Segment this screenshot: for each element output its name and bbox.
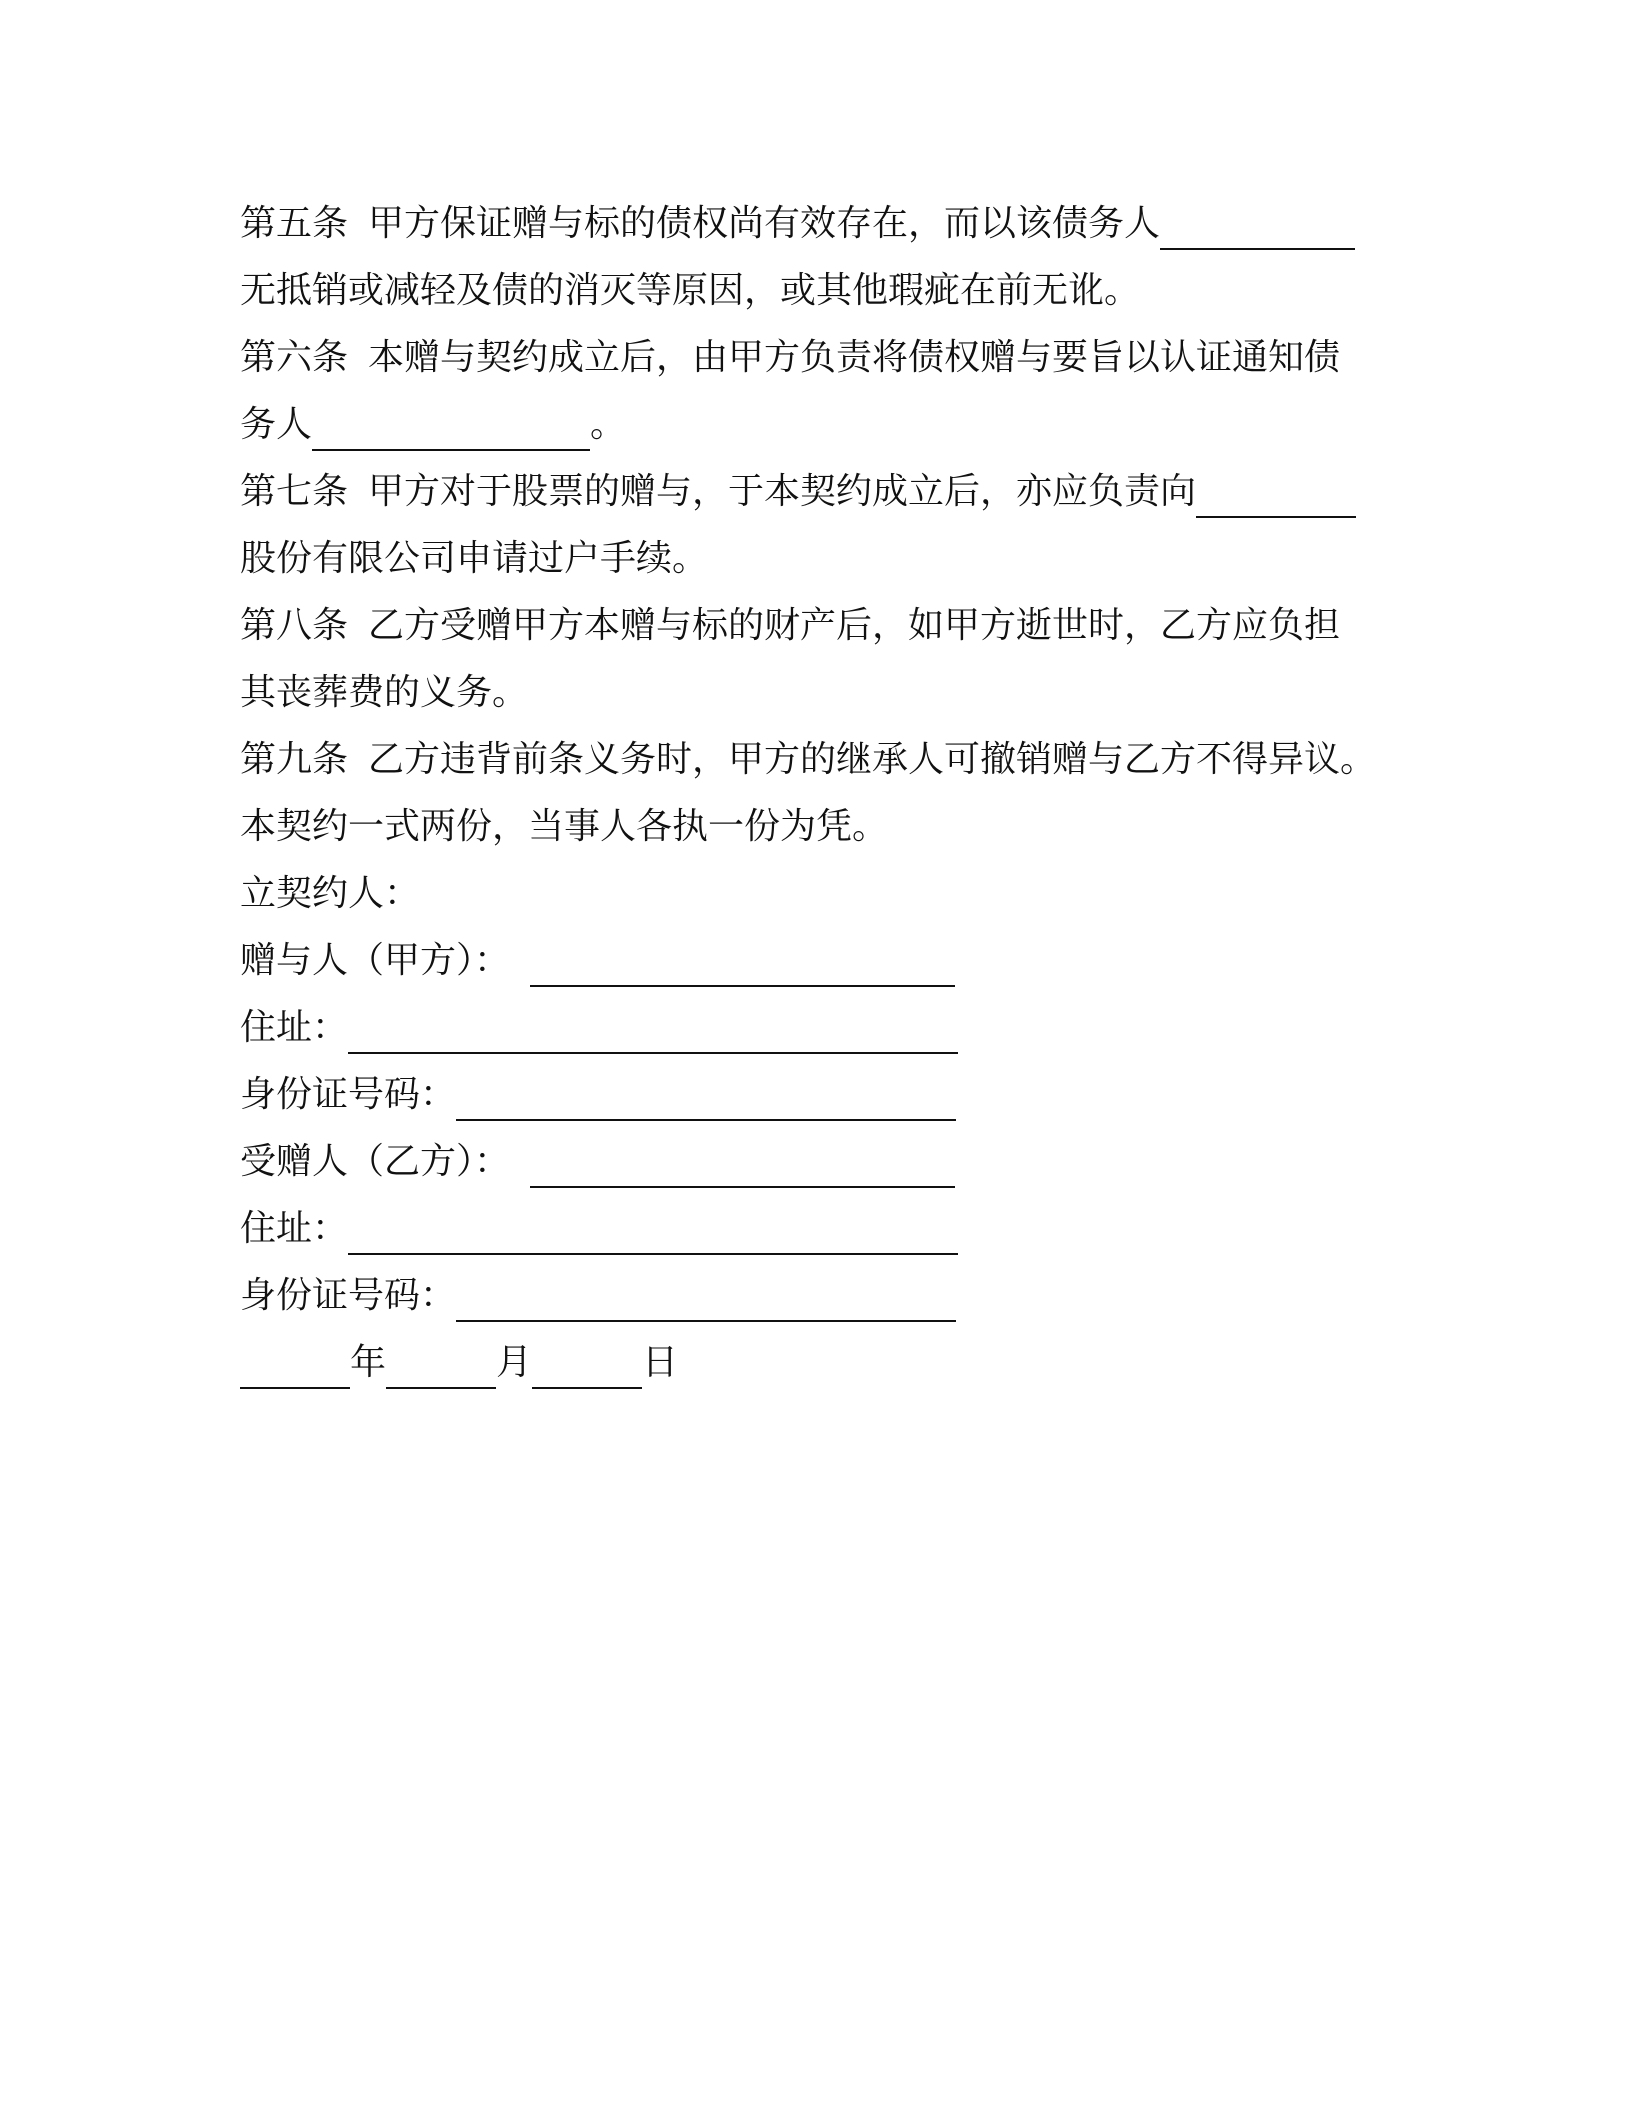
- signatories-heading-text: 立契约人：: [240, 873, 421, 914]
- article-6-line-1: [240, 324, 1390, 391]
- donee-address-field[interactable]: [348, 1209, 958, 1255]
- article-8-line-2: [240, 659, 1390, 726]
- article-5-text: 甲方保证赠与标的债权尚有效存在，而以该债务人: [368, 203, 1161, 244]
- date-row: [240, 1329, 1390, 1396]
- donor-address-label: 住址：: [240, 1007, 349, 1048]
- donee-row: [240, 1128, 1390, 1195]
- notify-debtor-blank[interactable]: [312, 405, 590, 451]
- article-9-text: 乙方违背前条义务时，甲方的继承人可撤销赠与乙方不得异议。: [368, 739, 1377, 780]
- donee-name-field[interactable]: [530, 1142, 955, 1188]
- donor-id-row: [240, 1061, 1390, 1128]
- article-6-text-cont: 务人: [240, 404, 313, 445]
- donor-id-field[interactable]: [456, 1075, 956, 1121]
- month-field[interactable]: [386, 1343, 496, 1389]
- article-9-line-1: [240, 726, 1390, 793]
- article-8-line-1: [240, 592, 1390, 659]
- article-6-label: 第六条: [240, 337, 349, 378]
- donee-id-field[interactable]: [456, 1276, 956, 1322]
- debtor-name-blank[interactable]: [1160, 204, 1355, 250]
- article-5-line-2: [240, 257, 1390, 324]
- donee-address-label: 住址：: [240, 1208, 349, 1249]
- article-5-text-cont: 无抵销或减轻及债的消灭等原因，或其他瑕疵在前无讹。: [240, 270, 1141, 311]
- article-8-label: 第八条: [240, 605, 349, 646]
- contract-body: [240, 190, 1390, 1396]
- day-label: 日: [642, 1342, 679, 1383]
- article-9-label: 第九条: [240, 739, 349, 780]
- article-7-line-2: [240, 525, 1390, 592]
- donor-row: [240, 927, 1390, 994]
- month-label: 月: [496, 1342, 533, 1383]
- donor-name-field[interactable]: [530, 941, 955, 987]
- signatories-heading: [240, 860, 1390, 927]
- donee-label: 受赠人（乙方）：: [240, 1141, 511, 1182]
- donor-address-row: [240, 994, 1390, 1061]
- article-5-label: 第五条: [240, 203, 349, 244]
- donee-id-row: [240, 1262, 1390, 1329]
- company-name-blank[interactable]: [1196, 472, 1356, 518]
- article-8-text: 乙方受赠甲方本赠与标的财产后，如甲方逝世时，乙方应负担: [368, 605, 1341, 646]
- copies-clause: [240, 793, 1390, 860]
- article-6-period: 。: [590, 404, 627, 445]
- donor-label: 赠与人（甲方）：: [240, 940, 511, 981]
- day-field[interactable]: [532, 1343, 642, 1389]
- donor-id-label: 身份证号码：: [240, 1074, 457, 1115]
- article-7-line-1: [240, 458, 1390, 525]
- donee-id-label: 身份证号码：: [240, 1275, 457, 1316]
- article-6-line-2: [240, 391, 1390, 458]
- copies-text: 本契约一式两份，当事人各执一份为凭。: [240, 806, 889, 847]
- article-6-text: 本赠与契约成立后，由甲方负责将债权赠与要旨以认证通知债: [368, 337, 1341, 378]
- article-7-label: 第七条: [240, 471, 349, 512]
- year-label: 年: [350, 1342, 387, 1383]
- year-field[interactable]: [240, 1343, 350, 1389]
- donor-address-field[interactable]: [348, 1008, 958, 1054]
- article-5-line-1: [240, 190, 1390, 257]
- article-8-text-cont: 其丧葬费的义务。: [240, 672, 529, 713]
- article-7-text: 甲方对于股票的赠与，于本契约成立后，亦应负责向: [368, 471, 1197, 512]
- donee-address-row: [240, 1195, 1390, 1262]
- article-7-text-cont: 股份有限公司申请过户手续。: [240, 538, 709, 579]
